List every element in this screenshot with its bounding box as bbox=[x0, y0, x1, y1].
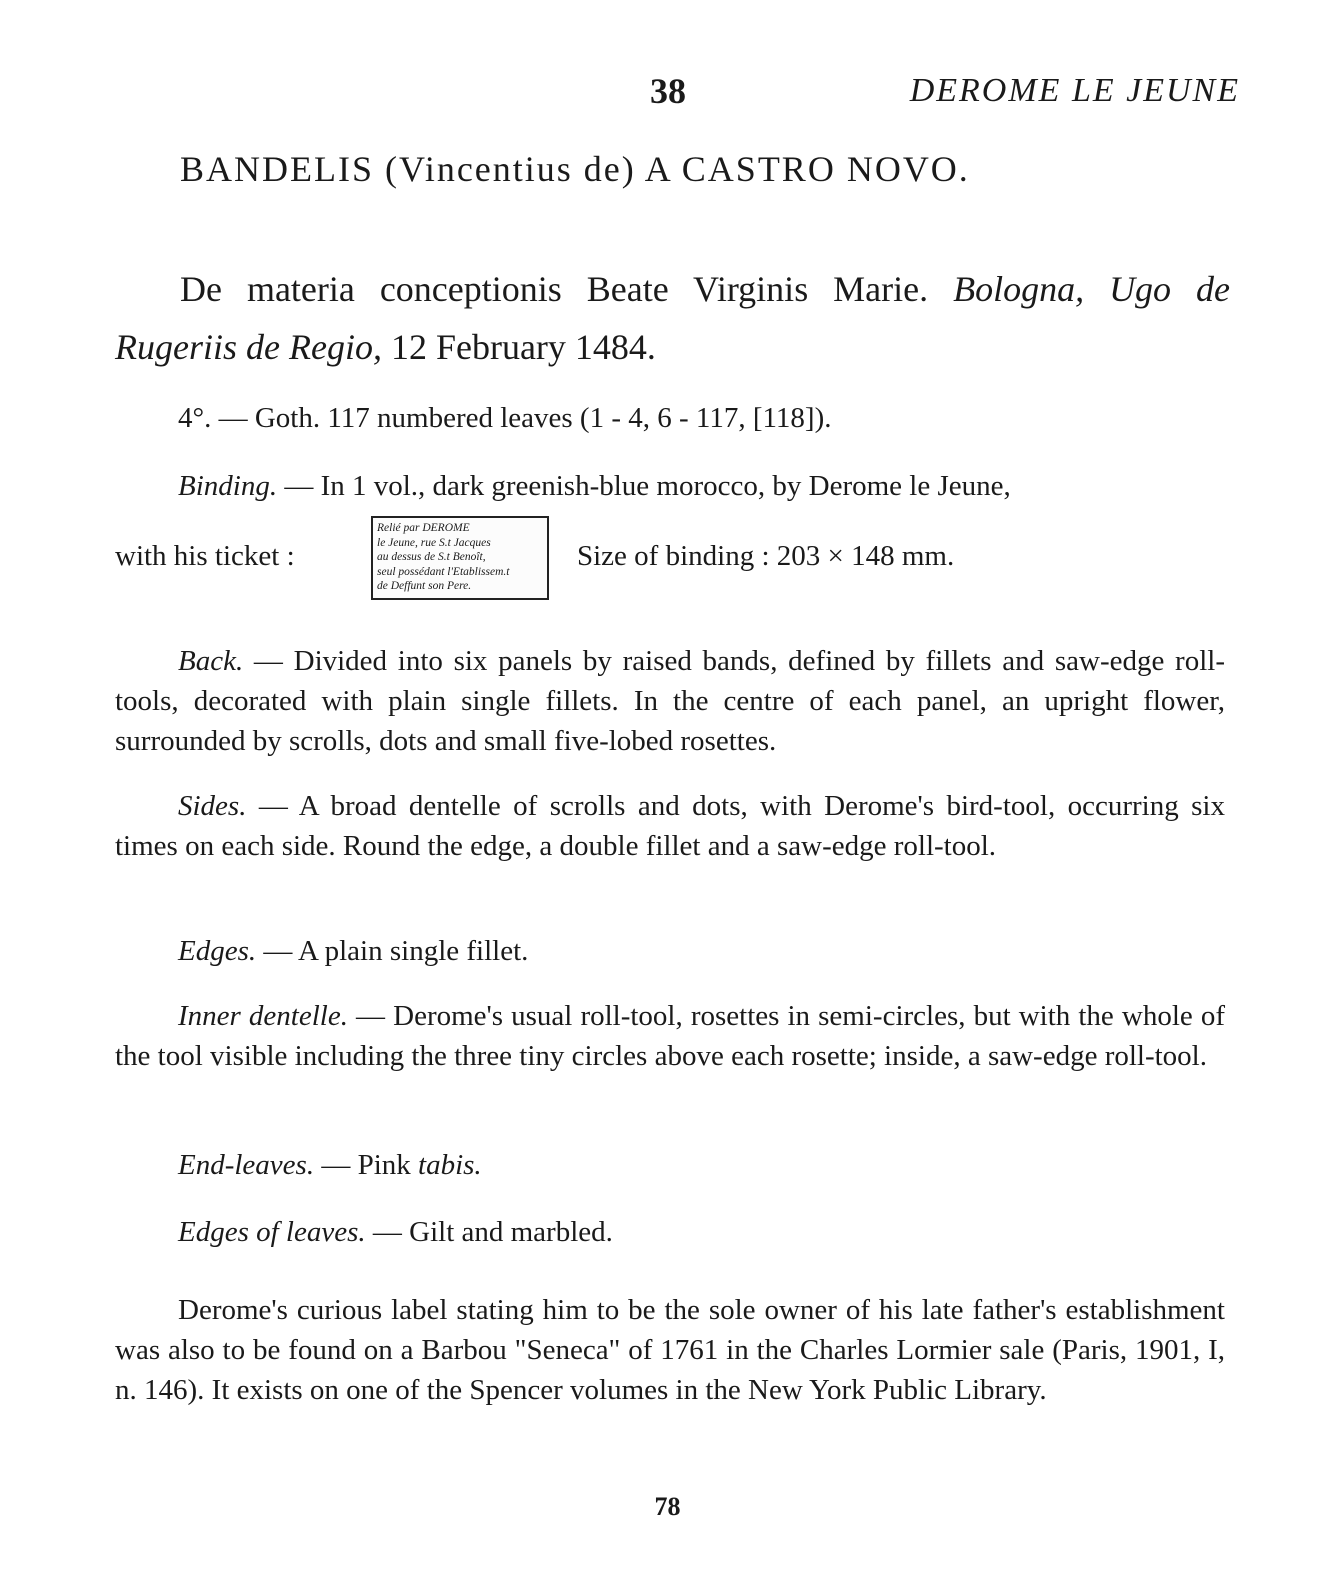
section-sides bbox=[115, 786, 1225, 866]
ticket-line: au dessus de S.t Benoît, bbox=[377, 551, 486, 563]
work-place: Bologna, bbox=[953, 269, 1085, 309]
work-title-line-1 bbox=[115, 260, 1230, 318]
binding-label: Binding. bbox=[178, 470, 278, 502]
note-paragraph: Derome's curious label stating him to be the sole owner of his late father's establishment was also to be found on a Barbou "Seneca" of 1761 in the Charles Lormier sale (Paris, 1901, I, n. 146). It exists on one of the Spencer volumes in the New York Public Library. bbox=[115, 1294, 1225, 1406]
work-title-line-2 bbox=[115, 318, 1230, 376]
section-text: — Divided into six panels by raised bands, defined by fillets and saw-edge roll-tools, decorated with plain single fillets. In the centre of each panel, an upright flower, surrounded by scrolls, dots and small five-lobed rosettes. bbox=[115, 645, 1225, 757]
section-text: — A plain single fillet. bbox=[263, 935, 529, 967]
work-title bbox=[115, 260, 1230, 376]
section-label: Back. bbox=[178, 645, 244, 677]
work-printer-1: Ugo de bbox=[1109, 269, 1231, 309]
ticket-row bbox=[115, 516, 1225, 608]
ticket-line: Relié par DEROME bbox=[377, 522, 470, 534]
author-heading: BANDELIS (Vincentius de) A CASTRO NOVO. bbox=[180, 149, 970, 189]
ticket-line: seul possédant l'Etablissem.t bbox=[377, 565, 510, 578]
section-italic-tail: tabis. bbox=[418, 1149, 482, 1181]
ticket-line: de Deffunt son Pere. bbox=[377, 580, 472, 592]
section-back bbox=[115, 641, 1225, 761]
binding-text: — In 1 vol., dark greenish-blue morocco, by Derome le Jeune, bbox=[284, 470, 1011, 502]
page-number: 78 bbox=[654, 1492, 681, 1521]
section-label: Edges. bbox=[178, 935, 257, 967]
section-text: — Pink bbox=[321, 1149, 411, 1181]
section-text: — A broad dentelle of scrolls and dots, with Derome's bird-tool, occurring six times on each side. Round the edge, a double fillet and a saw-edge roll-tool. bbox=[115, 790, 1225, 862]
work-date: 12 February 1484. bbox=[390, 327, 656, 367]
section-inner-dentelle bbox=[115, 996, 1225, 1076]
section-text: — Derome's usual roll-tool, rosettes in semi-circles, but with the whole of the tool visible including the three tiny circles above each rosette; inside, a saw-edge roll-tool. bbox=[115, 1000, 1226, 1072]
binding-size: Size of binding : 203 × 148 mm. bbox=[577, 540, 955, 572]
ticket-line: le Jeune, rue S.t Jacques bbox=[377, 536, 491, 549]
section-label: Inner dentelle. bbox=[178, 1000, 348, 1032]
work-title-text: De materia conceptionis Beate Virginis Marie. bbox=[180, 269, 929, 309]
section-end-leaves bbox=[115, 1145, 1225, 1185]
entry-number: 38 bbox=[650, 71, 686, 111]
section-label: Sides. bbox=[178, 790, 247, 822]
work-printer-2: Rugeriis de Regio, bbox=[115, 327, 382, 367]
section-label: End-leaves. bbox=[178, 1149, 315, 1181]
collation: 4°. — Goth. 117 numbered leaves (1 - 4, 6 - 117, [118]). bbox=[178, 402, 832, 434]
section-edges-of-leaves bbox=[115, 1212, 1225, 1252]
binder-ticket bbox=[371, 516, 549, 600]
running-header bbox=[0, 70, 1320, 120]
section-label: Edges of leaves. bbox=[178, 1216, 366, 1248]
section-text: — Gilt and marbled. bbox=[372, 1216, 613, 1248]
ticket-prefix: with his ticket : bbox=[115, 540, 295, 572]
binding-paragraph bbox=[115, 466, 1225, 506]
running-title: DEROME LE JEUNE bbox=[909, 72, 1240, 109]
section-edges bbox=[115, 931, 1225, 971]
